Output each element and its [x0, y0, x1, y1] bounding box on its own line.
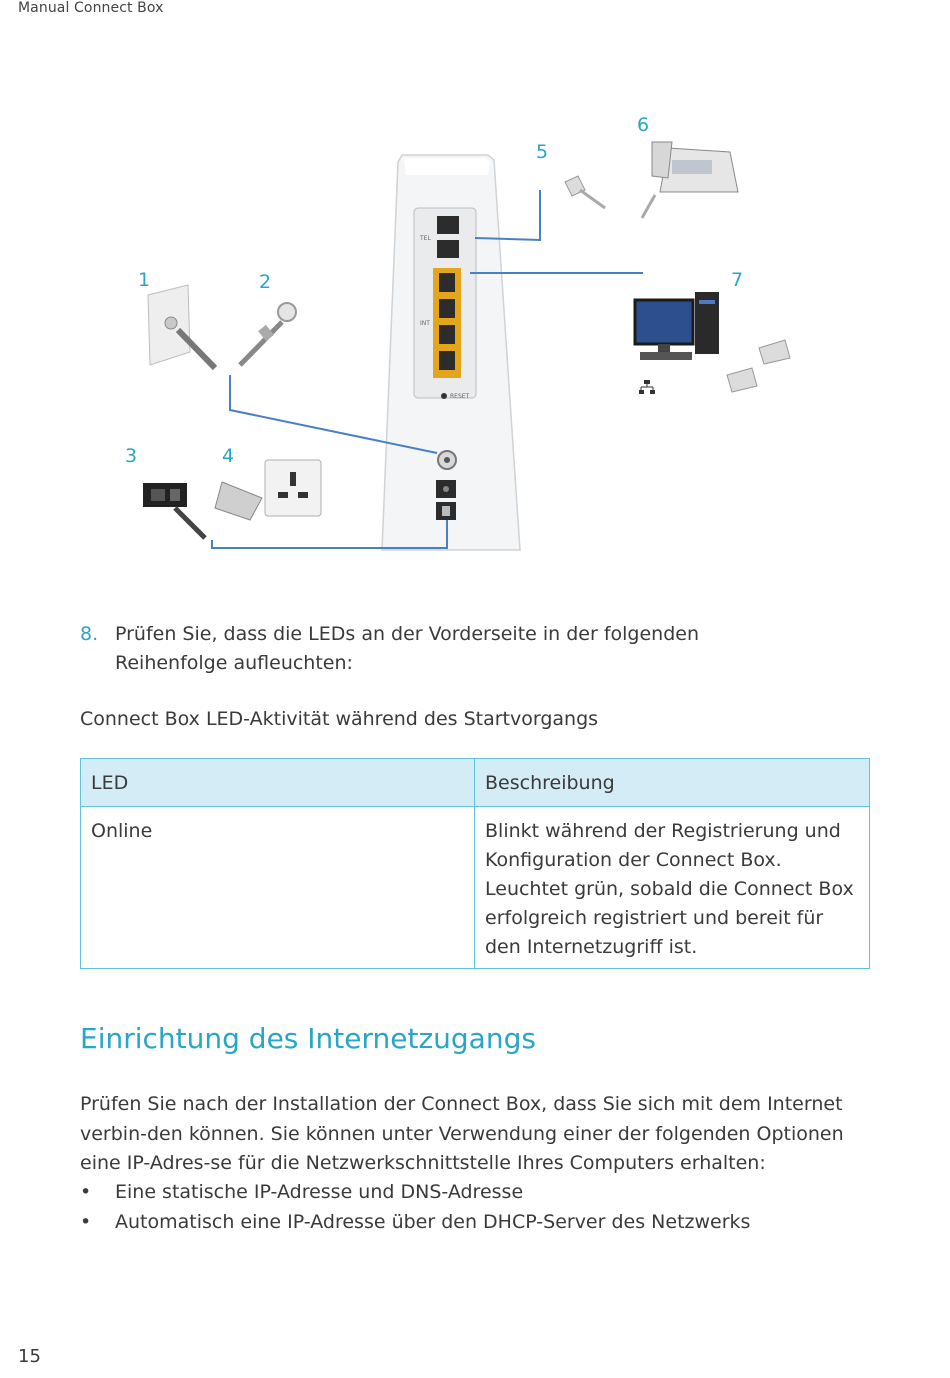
bullet-icon: • — [80, 1210, 92, 1233]
option-list — [80, 1178, 870, 1237]
page-number: 15 — [18, 1346, 41, 1367]
power-adapter — [143, 483, 205, 538]
connection-diagram-svg — [0, 100, 950, 570]
table-row — [81, 807, 870, 969]
tel-port-1 — [437, 216, 459, 234]
tel-label: TEL — [420, 235, 431, 242]
fax-phone — [642, 142, 738, 218]
running-header: Manual Connect Box — [18, 0, 164, 16]
table-header-row — [81, 759, 870, 807]
list-item-text: Eine statische IP-Adresse und DNS-Adresse — [115, 1181, 524, 1203]
header-description: Beschreibung — [475, 759, 870, 807]
network-symbol-icon — [639, 380, 655, 394]
callout-1: 1 — [138, 269, 151, 291]
callout-3: 3 — [125, 445, 138, 467]
connection-diagram — [0, 100, 950, 570]
step-text: Prüfen Sie, dass die LEDs an der Vorderseite in der folgenden Reihenfolge aufleuchten: — [115, 623, 700, 674]
reset-button — [441, 393, 447, 399]
step-number: 8. — [80, 623, 99, 645]
int-label: INT — [420, 320, 430, 327]
computer — [635, 292, 790, 392]
led-table — [80, 758, 870, 969]
tel-port-2 — [437, 240, 459, 258]
reset-label: RESET — [450, 393, 470, 400]
callout-7: 7 — [731, 269, 744, 291]
led-description-cell: Blinkt während der Registrierung und Konfiguration der Connect Box. Leuchtet grün, sobald die Connect Box erfolgreich registriert und bereit für den Internetzugriff ist. — [475, 807, 870, 969]
bullet-icon: • — [80, 1181, 92, 1203]
led-name-cell: Online — [81, 807, 475, 969]
coax-cable — [240, 303, 296, 365]
step-8 — [80, 620, 800, 678]
list-item — [80, 1208, 870, 1238]
wall-coax-outlet — [148, 285, 215, 368]
section-paragraph: Prüfen Sie nach der Installation der Connect Box, dass Sie sich mit dem Internet verbin-den können. Sie können unter Verwendung einer der folgenden Optionen eine IP-Adres-se für die Netzwerkschnittstelle Ihres Computers erhalten: — [80, 1093, 844, 1174]
section-title: Einrichtung des Internetzugangs — [80, 1022, 536, 1055]
list-item-text: Automatisch eine IP-Adresse über den DHCP-Server des Netzwerks — [115, 1210, 751, 1233]
phone-cable — [565, 176, 605, 208]
table-caption: Connect Box LED-Aktivität während des Startvorgangs — [80, 708, 599, 730]
callout-5: 5 — [536, 141, 549, 163]
callout-4: 4 — [222, 445, 235, 467]
router-illustration — [382, 155, 520, 550]
callout-2: 2 — [259, 271, 272, 293]
list-item — [80, 1178, 870, 1208]
header-led: LED — [81, 759, 475, 807]
callout-6: 6 — [637, 114, 650, 136]
power-socket — [215, 460, 321, 520]
